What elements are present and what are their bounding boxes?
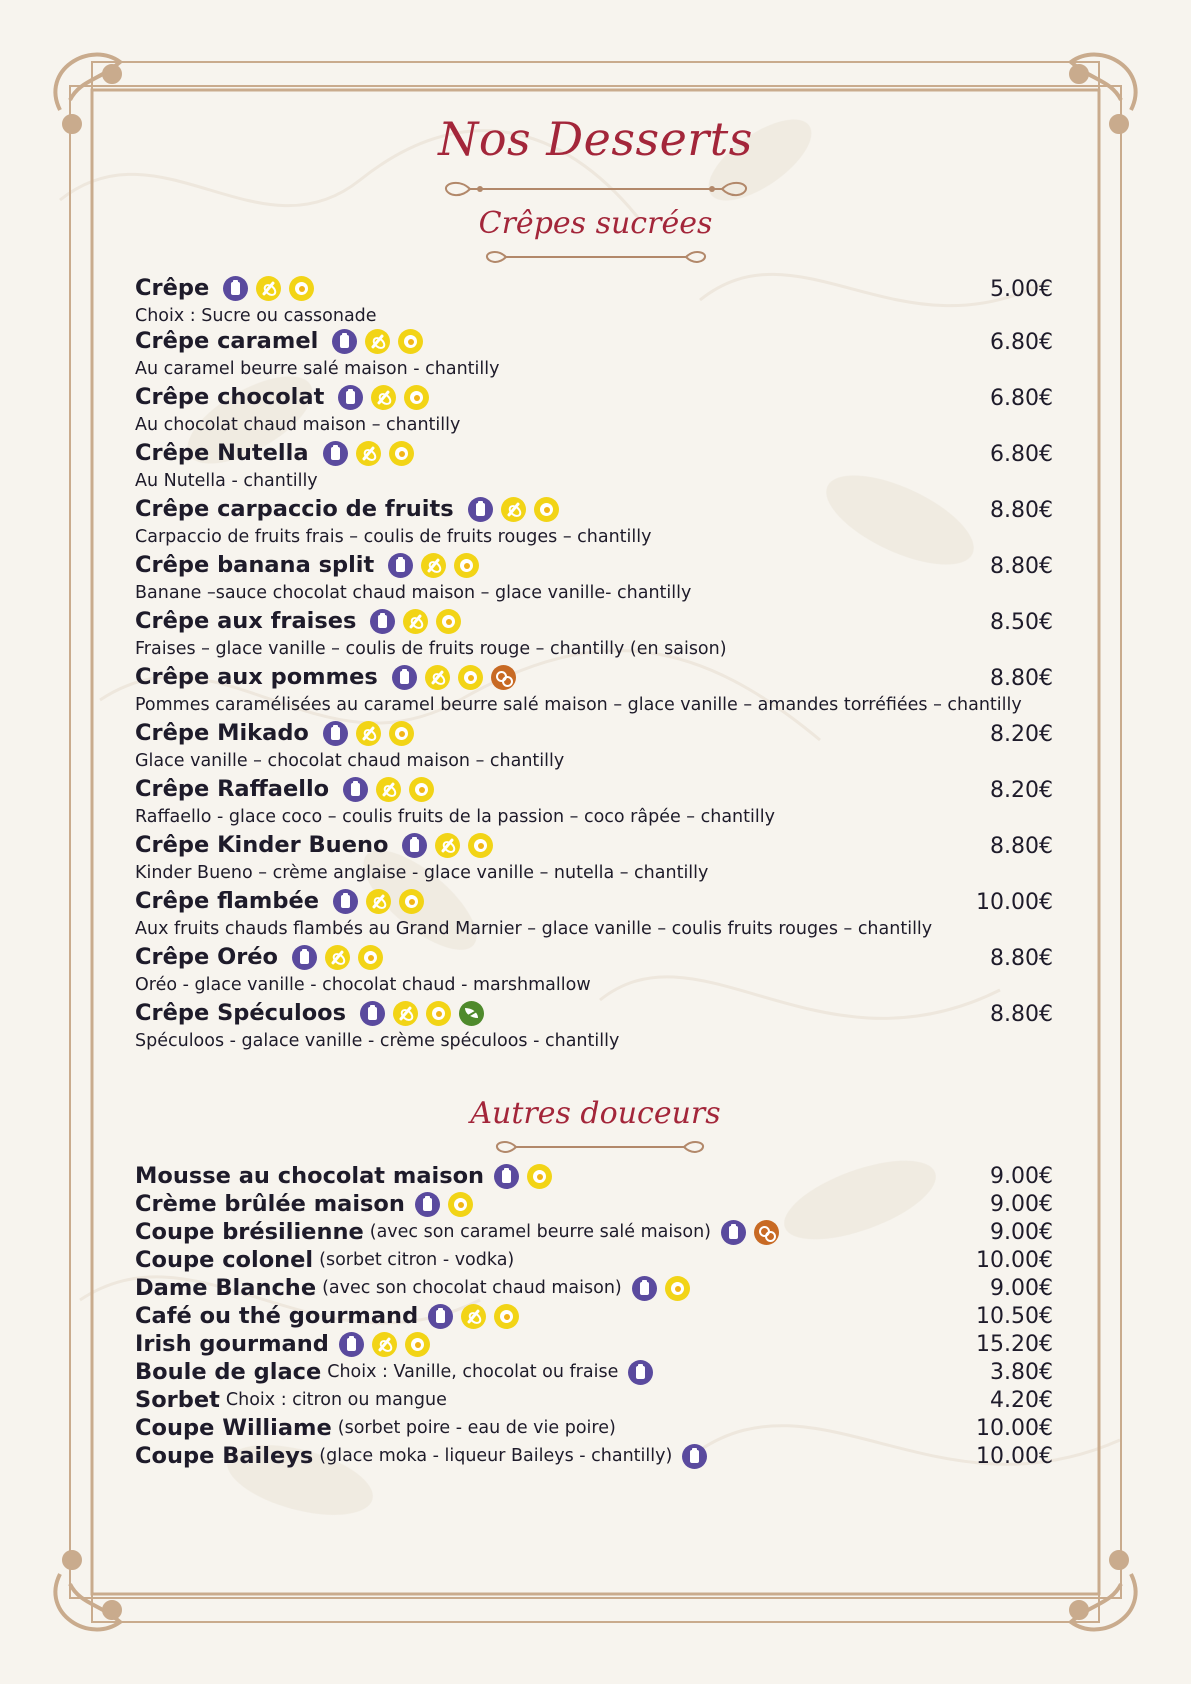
allergen-icons [632,1276,698,1301]
milk-bottle-icon [333,889,358,914]
crepe-item-name [135,888,432,914]
egg-icon [289,276,314,301]
milk-bottle-icon [323,441,348,466]
milk-bottle-icon [343,777,368,802]
dessert-note: (avec son caramel beurre salé maison) [369,1222,711,1242]
dessert-item [135,1191,481,1217]
dessert-note: Choix : citron ou mangue [225,1390,447,1410]
wheat-icon [461,1304,486,1329]
crepe-item-price: 6.80€ [990,330,1053,355]
egg-icon [405,1332,430,1357]
wheat-icon [365,329,390,354]
milk-bottle-icon [682,1444,707,1469]
crepe-item-price: 8.80€ [990,834,1053,859]
allergen-icons [338,385,437,410]
crepe-name-label: Crêpe Nutella [135,440,309,466]
dessert-item [135,1303,527,1329]
dessert-name: Mousse au chocolat maison [135,1163,485,1189]
crepe-item-name [135,1000,492,1026]
dessert-name: Coupe Baileys [135,1443,314,1469]
wheat-icon [356,441,381,466]
wheat-icon [325,945,350,970]
milk-bottle-icon [370,609,395,634]
milk-bottle-icon [323,721,348,746]
allergen-icons [360,1001,492,1026]
allergen-icons [343,777,442,802]
allergen-icons [388,553,487,578]
leaf-icon [459,1001,484,1026]
milk-bottle-icon [338,385,363,410]
crepe-item-price: 6.80€ [990,386,1053,411]
crepe-item-price: 8.80€ [990,1002,1053,1027]
dessert-item [135,1415,616,1441]
wheat-icon [371,385,396,410]
allergen-icons [223,276,322,301]
dessert-name: Dame Blanche [135,1275,317,1301]
crepe-name-label: Crêpe Kinder Bueno [135,832,389,858]
dessert-note: (sorbet citron - vodka) [319,1250,515,1270]
dessert-name: Boule de glace [135,1359,322,1385]
autres-divider [494,1138,706,1156]
dessert-note: Choix : Vanille, chocolat ou fraise [327,1362,619,1382]
dessert-price: 9.00€ [990,1220,1053,1245]
allergen-icons [682,1444,715,1469]
crepe-item-description: Carpaccio de fruits frais – coulis de fruits rouges – chantilly [135,527,652,547]
milk-bottle-icon [468,497,493,522]
crepe-name-label: Crêpe flambée [135,888,319,914]
allergen-icons [392,665,524,690]
milk-bottle-icon [628,1360,653,1385]
crepe-item-description: Fraises – glace vanille – coulis de fruits rouge – chantilly (en saison) [135,639,727,659]
crepe-item-price: 8.20€ [990,778,1053,803]
crepe-item-name [135,608,469,634]
dessert-price: 10.00€ [976,1416,1053,1441]
allergen-icons [468,497,567,522]
allergen-icons [494,1164,560,1189]
milk-bottle-icon [332,329,357,354]
milk-bottle-icon [292,945,317,970]
crepe-name-label: Crêpe chocolat [135,384,325,410]
crepe-name-label: Crêpe banana split [135,552,375,578]
crepe-name-label: Crêpe aux pommes [135,664,378,690]
crepe-item-price: 8.80€ [990,666,1053,691]
egg-icon [409,777,434,802]
crepe-item-description: Au chocolat chaud maison – chantilly [135,415,461,435]
dessert-item [135,1247,514,1273]
dessert-item [135,1219,787,1245]
crepe-name-label: Crêpe caramel [135,328,319,354]
allergen-icons [323,441,422,466]
wheat-icon [435,833,460,858]
milk-bottle-icon [721,1220,746,1245]
allergen-icons [628,1360,661,1385]
dessert-name: Sorbet [135,1387,220,1413]
crepe-name-label: Crêpe carpaccio de fruits [135,496,454,522]
wheat-icon [256,276,281,301]
crepe-item-description: Pommes caramélisées au caramel beurre salé maison – glace vanille – amandes torréfiées – chantilly [135,695,1022,715]
crepe-item-description: Choix : Sucre ou cassonade [135,306,377,326]
dessert-price: 3.80€ [990,1360,1053,1385]
crepe-item-name [135,440,422,466]
crepe-name-label: Crêpe aux fraises [135,608,357,634]
egg-icon [389,721,414,746]
milk-bottle-icon [494,1164,519,1189]
crepe-item-price: 8.20€ [990,722,1053,747]
milk-bottle-icon [402,833,427,858]
egg-icon [399,889,424,914]
crepe-item-description: Kinder Bueno – crème anglaise - glace vanille – nutella – chantilly [135,863,709,883]
egg-icon [494,1304,519,1329]
allergen-icons [333,889,432,914]
crepe-item-name [135,720,422,746]
nut-icon [754,1220,779,1245]
crepe-item-name [135,776,442,802]
crepe-item-price: 8.50€ [990,610,1053,635]
dessert-note: (glace moka - liqueur Baileys - chantilly) [319,1446,673,1466]
milk-bottle-icon [415,1192,440,1217]
section-title-crepes: Crêpes sucrées [478,206,713,241]
allergen-icons [332,329,431,354]
crepe-item-price: 8.80€ [990,554,1053,579]
egg-icon [398,329,423,354]
crepe-item-price: 5.00€ [990,277,1053,302]
milk-bottle-icon [388,553,413,578]
dessert-item [135,1275,698,1301]
crepe-item-name [135,328,431,354]
allergen-icons [323,721,422,746]
egg-icon [454,553,479,578]
milk-bottle-icon [428,1304,453,1329]
egg-icon [527,1164,552,1189]
egg-icon [458,665,483,690]
dessert-price: 10.50€ [976,1304,1053,1329]
egg-icon [426,1001,451,1026]
wheat-icon [501,497,526,522]
allergen-icons [415,1192,481,1217]
dessert-price: 10.00€ [976,1444,1053,1469]
crepe-item-name [135,496,567,522]
crepe-item-name [135,552,487,578]
crepe-item-description: Raffaello - glace coco – coulis fruits de la passion – coco râpée – chantilly [135,807,775,827]
dessert-name: Coupe colonel [135,1247,314,1273]
dessert-name: Irish gourmand [135,1331,329,1357]
egg-icon [468,833,493,858]
crepe-item-description: Banane –sauce chocolat chaud maison – glace vanille- chantilly [135,583,692,603]
wheat-icon [393,1001,418,1026]
dessert-item [135,1163,560,1189]
crepe-item-description: Oréo - glace vanille - chocolat chaud - marshmallow [135,975,591,995]
dessert-name: Crème brûlée maison [135,1191,405,1217]
milk-bottle-icon [339,1332,364,1357]
crepe-name-label: Crêpe Spéculoos [135,1000,347,1026]
allergen-icons [292,945,391,970]
crepe-item-description: Glace vanille – chocolat chaud maison – chantilly [135,751,565,771]
title-divider [440,178,752,200]
crepe-item-name [135,275,322,301]
dessert-price: 4.20€ [990,1388,1053,1413]
allergen-icons [428,1304,527,1329]
dessert-note: (sorbet poire - eau de vie poire) [337,1418,616,1438]
crepe-item-description: Au caramel beurre salé maison - chantilly [135,359,500,379]
crepe-item-description: Au Nutella - chantilly [135,471,318,491]
crepe-item-name [135,664,524,690]
crepe-item-price: 10.00€ [976,890,1053,915]
egg-icon [534,497,559,522]
egg-icon [436,609,461,634]
crepe-item-price: 8.80€ [990,498,1053,523]
wheat-icon [421,553,446,578]
wheat-icon [403,609,428,634]
allergen-icons [339,1332,438,1357]
dessert-name: Coupe brésilienne [135,1219,364,1245]
dessert-name: Café ou thé gourmand [135,1303,419,1329]
dessert-note: (avec son chocolat chaud maison) [322,1278,622,1298]
crepe-name-label: Crêpe Mikado [135,720,309,746]
crepe-name-label: Crêpe Raffaello [135,776,330,802]
page-title: Nos Desserts [438,112,753,166]
egg-icon [448,1192,473,1217]
crepe-item-price: 8.80€ [990,946,1053,971]
crepe-item-name [135,832,501,858]
crepe-item-description: Aux fruits chauds flambés au Grand Marnier – glace vanille – coulis fruits rouges – chantilly [135,919,933,939]
egg-icon [389,441,414,466]
milk-bottle-icon [392,665,417,690]
nut-icon [491,665,516,690]
crepe-name-label: Crêpe [135,275,210,301]
egg-icon [665,1276,690,1301]
crepe-item-name [135,384,437,410]
wheat-icon [356,721,381,746]
dessert-item [135,1359,661,1385]
crepe-item-description: Spéculoos - galace vanille - crème spéculoos - chantilly [135,1031,620,1051]
dessert-price: 10.00€ [976,1248,1053,1273]
crepe-item-name [135,944,391,970]
section-title-autres: Autres douceurs [470,1096,721,1131]
wheat-icon [425,665,450,690]
crepe-name-label: Crêpe Oréo [135,944,279,970]
egg-icon [404,385,429,410]
wheat-icon [372,1332,397,1357]
allergen-icons [721,1220,787,1245]
milk-bottle-icon [360,1001,385,1026]
milk-bottle-icon [223,276,248,301]
dessert-price: 9.00€ [990,1164,1053,1189]
crepes-divider [484,248,708,266]
egg-icon [358,945,383,970]
crepe-item-price: 6.80€ [990,442,1053,467]
wheat-icon [376,777,401,802]
dessert-item [135,1443,715,1469]
dessert-price: 15.20€ [976,1332,1053,1357]
dessert-name: Coupe Williame [135,1415,332,1441]
dessert-price: 9.00€ [990,1276,1053,1301]
allergen-icons [370,609,469,634]
wheat-icon [366,889,391,914]
dessert-price: 9.00€ [990,1192,1053,1217]
allergen-icons [402,833,501,858]
dessert-item [135,1331,438,1357]
milk-bottle-icon [632,1276,657,1301]
dessert-item [135,1387,447,1413]
